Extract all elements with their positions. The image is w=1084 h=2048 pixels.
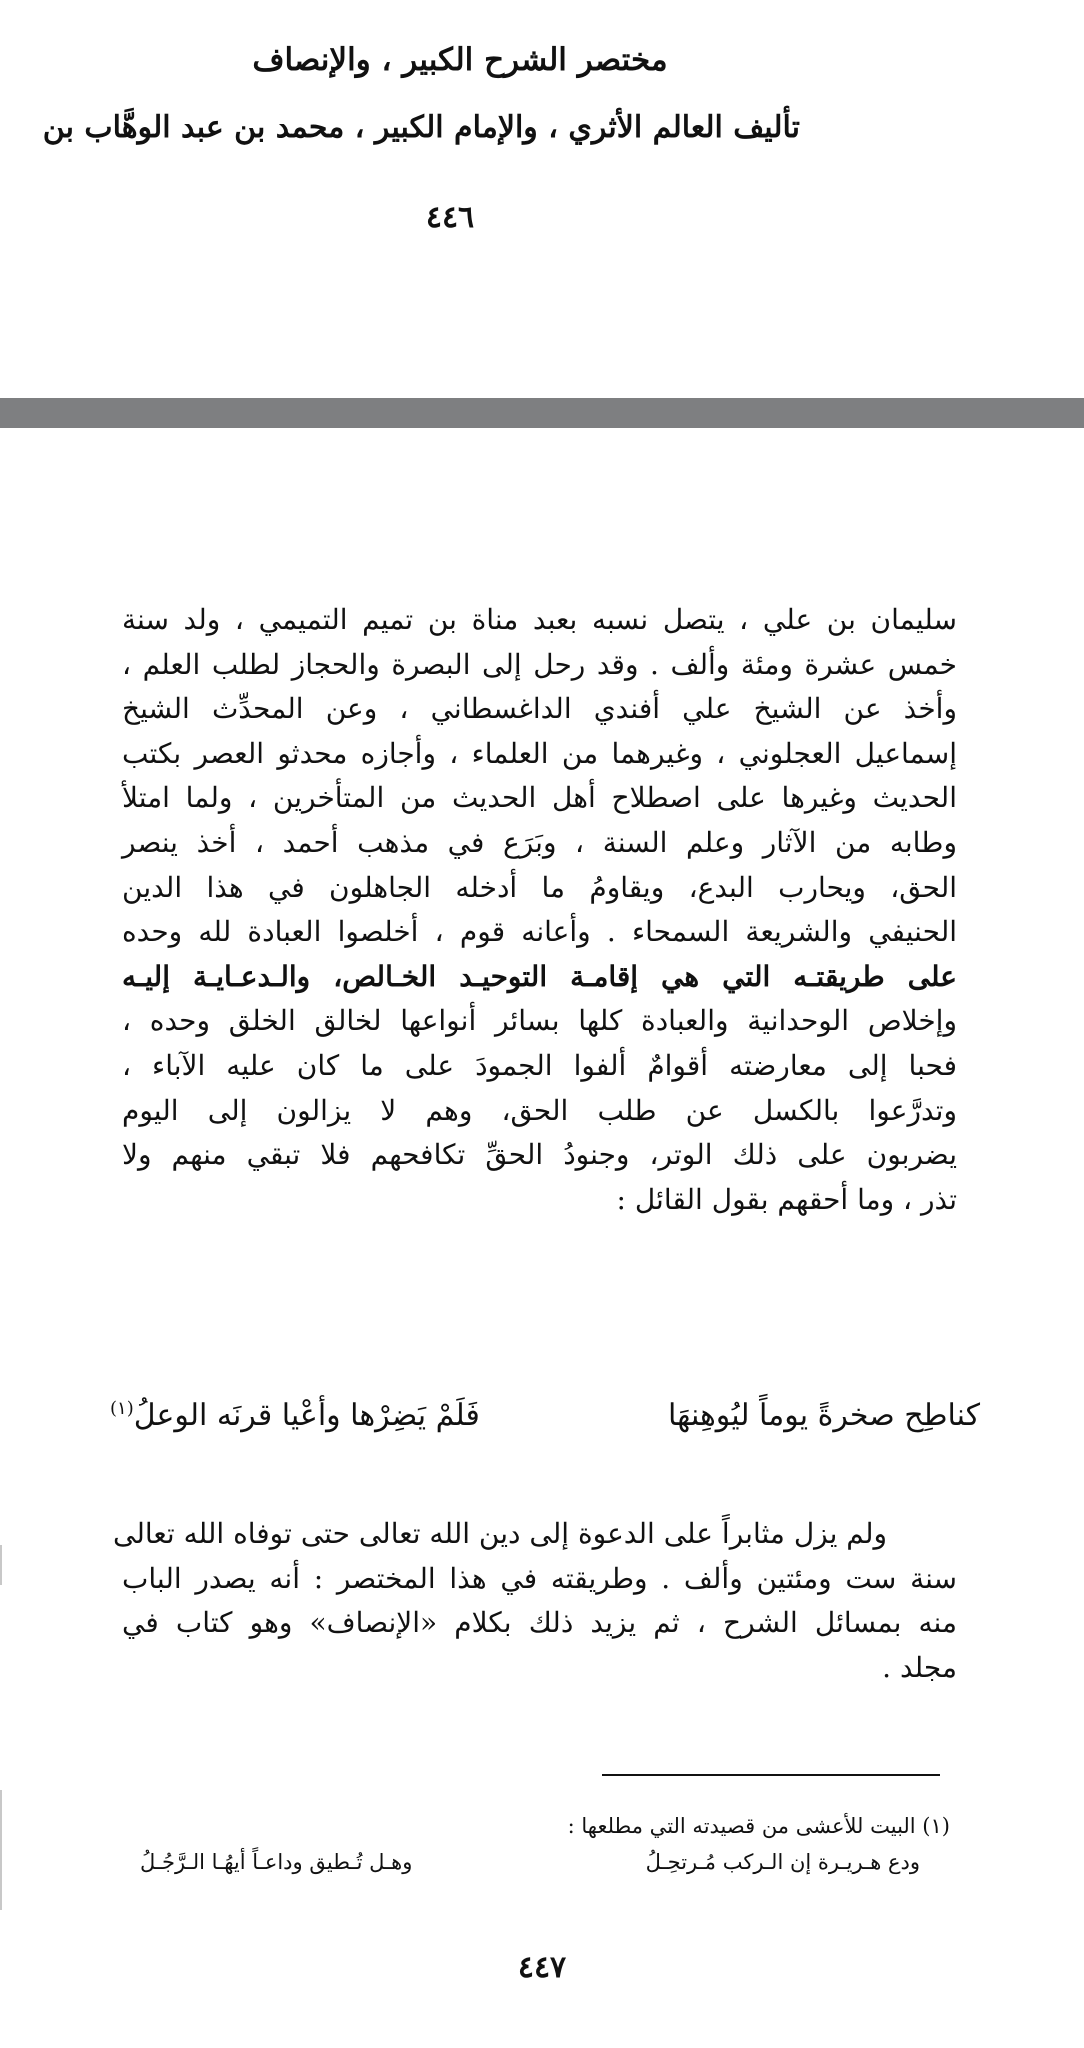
footnote-marker: (١)	[110, 1398, 134, 1419]
page-number-bottom: ٤٤٧	[517, 1950, 567, 1985]
footnote-verse	[130, 1844, 950, 1880]
page-number-top: ٤٤٦	[425, 200, 475, 235]
footnote-divider	[602, 1774, 940, 1776]
footnote-intro: (١) البيت للأعشى من قصيدته التي مطلعها :	[567, 1814, 950, 1838]
text-line: تذر ، وما أحقهم بقول القائل :	[616, 1182, 957, 1216]
text-line: يضربون على ذلك الوتر، وجنودُ الحقِّ تكافحهم فلا تبقي منهم ولا	[122, 1138, 957, 1172]
text-line: وأخذ عن الشيخ علي أفندي الداغسطاني ، وعن المحدِّث الشيخ	[122, 692, 957, 726]
text-line: منه بمسائل الشرح ، ثم يزيد ذلك بكلام «الإنصاف» وهو كتاب في	[122, 1606, 957, 1640]
text-line: فحبا إلى معارضته أقوامٌ ألفوا الجمودَ على ما كان عليه الآباء ،	[122, 1048, 957, 1082]
poetry-verse	[110, 1398, 980, 1433]
scan-artifact	[0, 1790, 2, 1910]
author-line: تأليف العالم الأثري ، والإمام الكبير ، محمد بن عبد الوهَّاب بن	[42, 110, 800, 145]
verse-first-hemistich: كناطِح صخرةً يوماً ليُوهِنهَا	[667, 1398, 980, 1433]
text-line: إسماعيل العجلوني ، وغيرهما من العلماء ، وأجازه محدثو العصر بكتب	[122, 736, 957, 770]
closing-paragraph	[113, 1512, 957, 1690]
text-line: الحنيفي والشريعة السمحاء . وأعانه قوم ، أخلصوا العبادة لله وحده	[122, 915, 957, 949]
text-line: مجلد .	[882, 1650, 957, 1684]
text-line: ولم يزل مثابراً على الدعوة إلى دين الله تعالى حتى توفاه الله تعالى	[113, 1517, 887, 1550]
footnote-verse-second: وهـل تُـطيق وداعـاً أيهُـا الـرَّجُـلُ	[140, 1850, 413, 1874]
book-title: مختصر الشرح الكبير ، والإنصاف	[252, 42, 668, 78]
text-line: سنة ست ومئتين وألف . وطريقته في هذا المختصر : أنه يصدر الباب	[122, 1561, 957, 1595]
page-separator-band	[0, 398, 1084, 428]
footnote-verse-first: ودع هـريـرة إن الـركب مُـرتحِـلُ	[645, 1850, 920, 1874]
verse-second-hemistich-wrap	[110, 1398, 480, 1433]
text-line: على طريقتـه التي هي إقامـة التوحيـد الخـالص، والـدعـايـة إليـه	[122, 959, 957, 993]
text-line: خمس عشرة ومئة وألف . وقد رحل إلى البصرة والحجاز لطلب العلم ،	[122, 647, 957, 681]
scan-artifact	[0, 1545, 2, 1585]
verse-second-hemistich: فَلَمْ يَضِرْها وأعْيا قرنَه الوعلُ	[133, 1398, 480, 1433]
text-line: وتدرَّعوا بالكسل عن طلب الحق، وهم لا يزالون إلى اليوم	[122, 1093, 957, 1127]
text-line: الحديث وغيرها على اصطلاح أهل الحديث من المتأخرين ، ولما امتلأ	[122, 781, 957, 815]
text-line: سليمان بن علي ، يتصل نسبه بعبد مناة بن تميم التميمي ، ولد سنة	[122, 603, 957, 636]
text-line: الحق، ويحارب البدع، ويقاومُ ما أدخله الجاهلون في هذا الدين	[122, 870, 958, 904]
text-line: وإخلاص الوحدانية والعبادة كلها بسائر أنواعها لخالق الخلق وحده ،	[122, 1004, 957, 1038]
footnote	[130, 1808, 950, 1880]
main-paragraph	[122, 598, 957, 1222]
text-line: وطابه من الآثار وعلم السنة ، وبَرَع في مذهب أحمد ، أخذ ينصر	[122, 825, 957, 859]
